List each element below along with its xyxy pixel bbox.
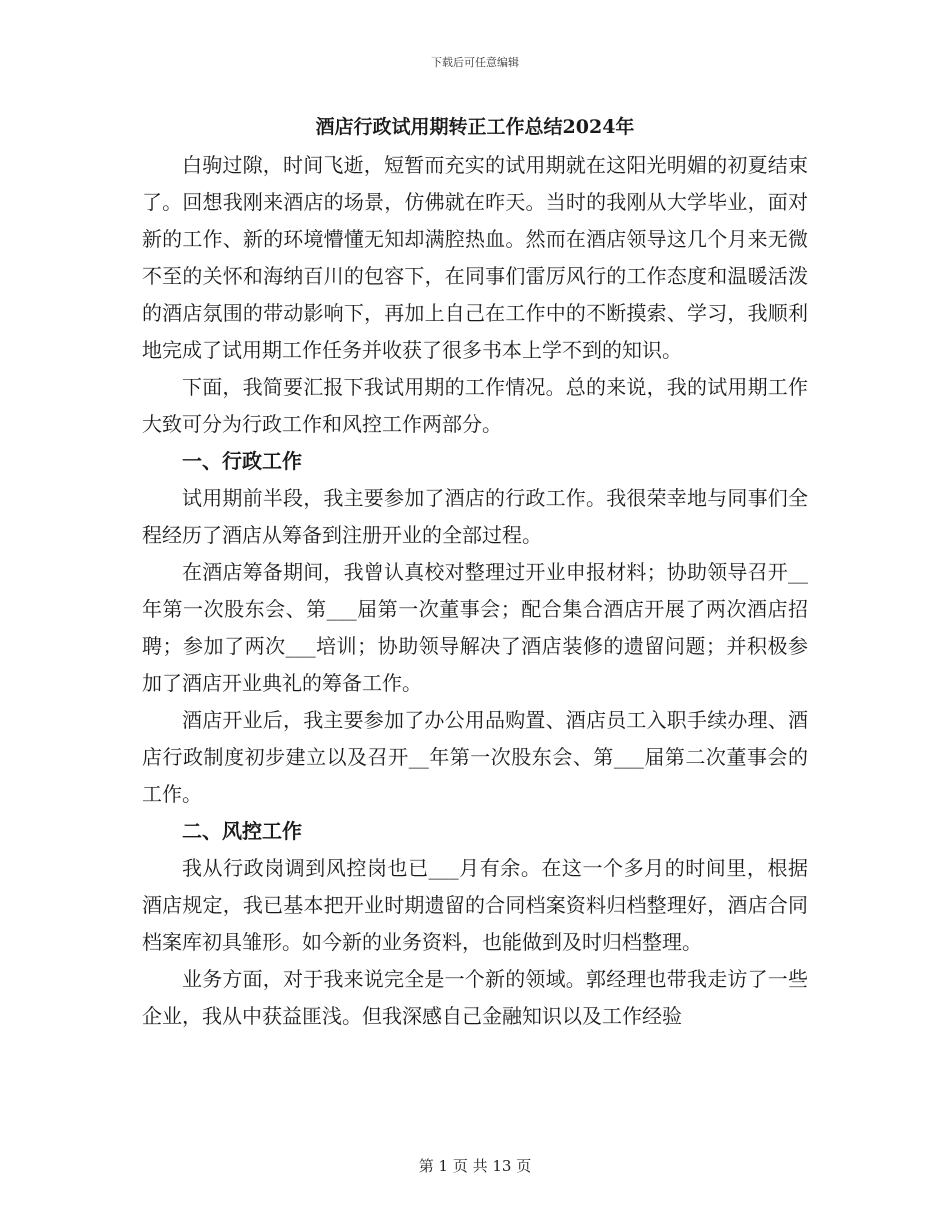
paragraph-intro: 白驹过隙，时间飞逝，短暂而充实的试用期就在这阳光明媚的初夏结束了。回想我刚来酒店的场景，仿佛就在昨天。当时的我刚从大学毕业，面对新的工作、新的环境懵懂无知却满腔热血。然而在酒店领导这几个月来无微不至的关怀和海纳百川的包容下，在同事们雷厉风行的工作态度和温暖活泼的酒店氛围的带动影响下，再加上自己在工作中的不断摸索、学习，我顺利地完成了试用期工作任务并收获了很多书本上学不到的知识。	[142, 153, 808, 362]
page-number: 第 1 页 共 13 页	[418, 1157, 532, 1175]
paragraph-admin-preparation: 在酒店筹备期间，我曾认真校对整理过开业申报材料；协助领导召开__年第一次股东会、第___届第一次董事会；配合集合酒店开展了两次酒店招聘；参加了两次___培训；协助领导解决了酒店装修的遗留问题；并积极参加了酒店开业典礼的筹备工作。	[142, 560, 808, 695]
document-title: 酒店行政试用期转正工作总结2024年	[315, 116, 635, 138]
section-heading-risk-control: 二、风控工作	[182, 819, 302, 843]
paragraph-admin-opening: 酒店开业后，我主要参加了办公用品购置、酒店员工入职手续办理、酒店行政制度初步建立以及召开__年第一次股东会、第___届第二次董事会的工作。	[142, 708, 808, 806]
paragraph-risk-archive: 我从行政岗调到风控岗也已___月有余。在这一个多月的时间里，根据酒店规定，我已基本把开业时期遗留的合同档案资料归档整理好，酒店合同档案库初具雏形。如今新的业务资料，也能做到及时归档整理。	[142, 856, 808, 954]
paragraph-summary: 下面，我简要汇报下我试用期的工作情况。总的来说，我的试用期工作大致可分为行政工作和风控工作两部分。	[142, 375, 808, 436]
section-heading-admin: 一、行政工作	[182, 449, 302, 473]
document-body	[142, 147, 808, 1035]
paragraph-risk-business: 业务方面，对于我来说完全是一个新的领域。郭经理也带我走访了一些企业，我从中获益匪浅。但我深感自己金融知识以及工作经验	[142, 967, 808, 1028]
paragraph-admin-intro: 试用期前半段，我主要参加了酒店的行政工作。我很荣幸地与同事们全程经历了酒店从筹备到注册开业的全部过程。	[142, 486, 808, 547]
header-note: 下载后可任意编辑	[431, 56, 519, 69]
